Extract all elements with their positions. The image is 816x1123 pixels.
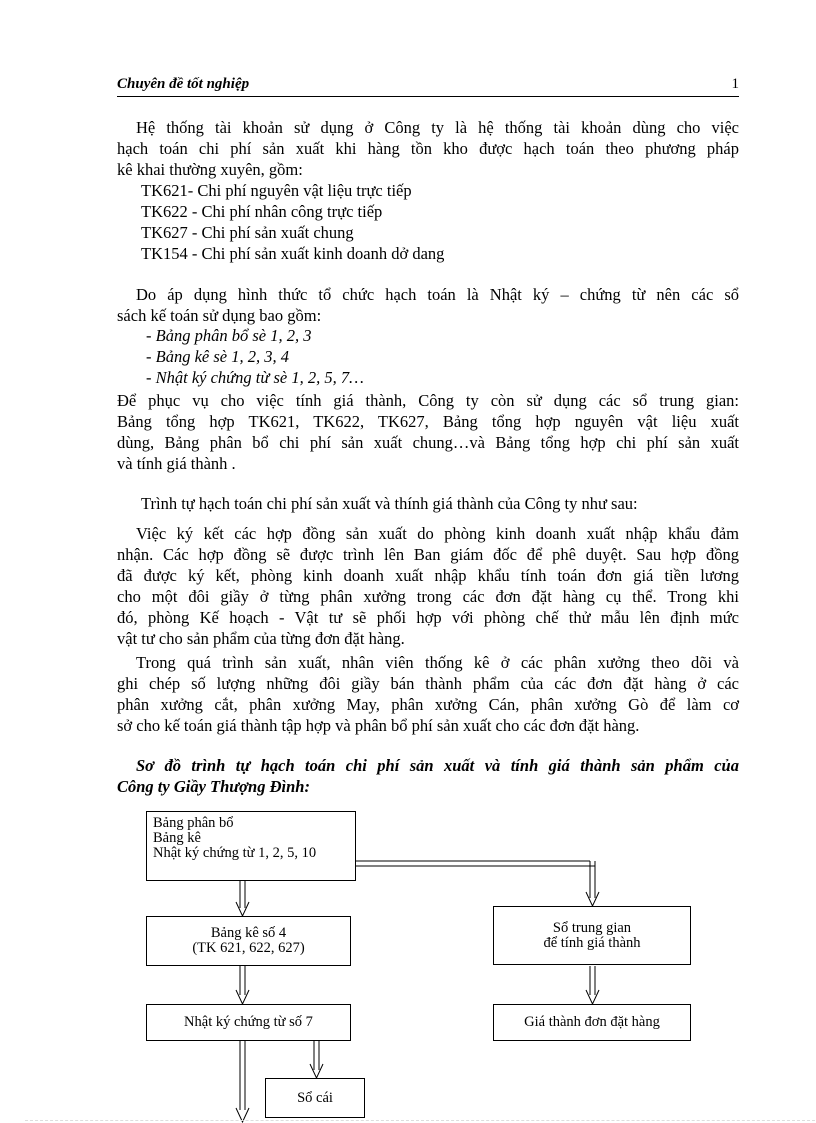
box-nhatky-label: Nhật ký chứng từ số 7 bbox=[184, 1014, 313, 1030]
box-nhat-ky-chung-tu-7 bbox=[146, 1004, 351, 1041]
paragraph-6-line-2: ghi chép số lượng những đôi giầy bán thành phẩm của các đơn đặt hàng ở các bbox=[117, 674, 739, 693]
arrow-bangke-to-nhatky bbox=[236, 966, 249, 1004]
header-title: Chuyên đề tốt nghiệp bbox=[117, 76, 250, 92]
box-socai-label: Sổ cái bbox=[297, 1089, 333, 1106]
box-bang-ke-so-4 bbox=[146, 916, 351, 966]
paragraph-5-line-5: đó, phòng Kế hoạch - Vật tư sẽ phối hợp với phòng chế thử mẫu lên định mức bbox=[117, 608, 739, 627]
account-item: TK621- Chi phí nguyên vật liệu trực tiếp bbox=[141, 181, 412, 200]
diagram-title-line-1: Sơ đồ trình tự hạch toán chi phí sản xuất và tính giá thành sản phẩm của bbox=[136, 756, 739, 775]
paragraph-5-line-3: đã được ký kết, phòng kinh doanh xuất nhập khẩu tính toán đơn giá tiền lương bbox=[117, 566, 739, 585]
box-bangke-line-2: (TK 621, 622, 627) bbox=[192, 940, 305, 956]
box-top-line-1: Bảng phân bổ bbox=[153, 815, 234, 831]
box-top-line-3: Nhật ký chứng từ 1, 2, 5, 10 bbox=[153, 845, 317, 861]
diagram-title-line-2: Công ty Giầy Thượng Đình: bbox=[117, 777, 310, 796]
paragraph-6-line-4: sở cho kế toán giá thành tập hợp và phân bổ phí sản xuất cho các đơn đặt hàng. bbox=[117, 716, 640, 735]
paragraph-6-line-1: Trong quá trình sản xuất, nhân viên thống kê ở các phân xưởng theo dõi và bbox=[136, 653, 739, 672]
arrow-nhatky-to-socai bbox=[310, 1041, 323, 1078]
paragraph-1-line-3: kê khai thường xuyên, gồm: bbox=[117, 160, 303, 179]
paragraph-1-line-1: Hệ thống tài khoản sử dụng ở Công ty là hệ thống tài khoản dùng cho việc bbox=[136, 118, 739, 137]
box-so-trung-gian bbox=[493, 906, 691, 965]
page-number: 1 bbox=[731, 76, 739, 92]
paragraph-5-line-4: cho một đôi giầy ở từng phân xưởng trong các đơn đặt hàng cụ thể. Trong khi bbox=[117, 587, 739, 606]
paragraph-5-line-6: vật tư cho sản phẩm của từng đơn đặt hàng. bbox=[117, 629, 405, 648]
box-so-cai bbox=[265, 1078, 365, 1118]
box-source-documents bbox=[146, 811, 356, 881]
paragraph-6-line-3: phân xưởng cắt, phân xưởng May, phân xưởng Cán, phân xưởng Gò để làm cơ bbox=[117, 695, 739, 714]
box-sotrunggian-line-1: Sổ trung gian bbox=[552, 919, 632, 936]
paragraph-3-line-3: dùng, Bảng phân bổ chi phí sản xuất chung…và Bảng tổng hợp chi phí sản xuất bbox=[117, 433, 739, 452]
box-top-line-2: Bảng kê bbox=[153, 830, 201, 846]
box-sotrunggian-line-2: để tính giá thành bbox=[543, 934, 641, 951]
paragraph-5-line-1: Việc ký kết các hợp đồng sản xuất do phòng kinh doanh xuất nhập khẩu đảm bbox=[136, 524, 739, 543]
paragraph-2-line-1: Do áp dụng hình thức tổ chức hạch toán là Nhật ký – chứng từ nên các sổ bbox=[136, 285, 739, 304]
account-item: TK154 - Chi phí sản xuất kinh doanh dở dang bbox=[141, 244, 445, 263]
paragraph-4: Trình tự hạch toán chi phí sản xuất và thính giá thành của Công ty như sau: bbox=[141, 494, 638, 513]
paragraph-3-line-2: Bảng tổng hợp TK621, TK622, TK627, Bảng tổng hợp nguyên vật liệu xuất bbox=[117, 412, 739, 431]
paragraph-3-line-4: và tính giá thành . bbox=[117, 454, 236, 473]
arrow-sotrunggian-to-giathanh bbox=[586, 966, 599, 1004]
book-item: - Bảng kê sè 1, 2, 3, 4 bbox=[146, 347, 289, 366]
paragraph-5-line-2: nhận. Các hợp đồng sẽ được trình lên Ban giám đốc để phê duyệt. Sau hợp đồng bbox=[117, 545, 739, 564]
arrow-top-to-so-trung-gian bbox=[355, 861, 599, 906]
box-bangke-line-1: Bảng kê số 4 bbox=[210, 925, 287, 941]
book-item: - Nhật ký chứng từ sè 1, 2, 5, 7… bbox=[146, 368, 364, 387]
account-item: TK622 - Chi phí nhân công trực tiếp bbox=[141, 202, 383, 221]
box-giathanh-label: Giá thành đơn đặt hàng bbox=[524, 1014, 660, 1030]
arrow-top-to-bangke bbox=[236, 881, 249, 916]
paragraph-2-line-2: sách kế toán sử dụng bao gồm: bbox=[117, 306, 322, 325]
arrow-nhatky-down bbox=[236, 1041, 249, 1122]
box-gia-thanh-don-dat-hang bbox=[493, 1004, 691, 1041]
paragraph-3-line-1: Để phục vụ cho việc tính giá thành, Công ty còn sử dụng các sổ trung gian: bbox=[117, 391, 739, 410]
page-bottom-divider bbox=[25, 1120, 815, 1121]
book-item: - Bảng phân bổ sè 1, 2, 3 bbox=[146, 326, 312, 345]
account-item: TK627 - Chi phí sản xuất chung bbox=[141, 223, 354, 242]
paragraph-1-line-2: hạch toán chi phí sản xuất khi hàng tồn kho được hạch toán theo phương pháp bbox=[117, 139, 739, 158]
